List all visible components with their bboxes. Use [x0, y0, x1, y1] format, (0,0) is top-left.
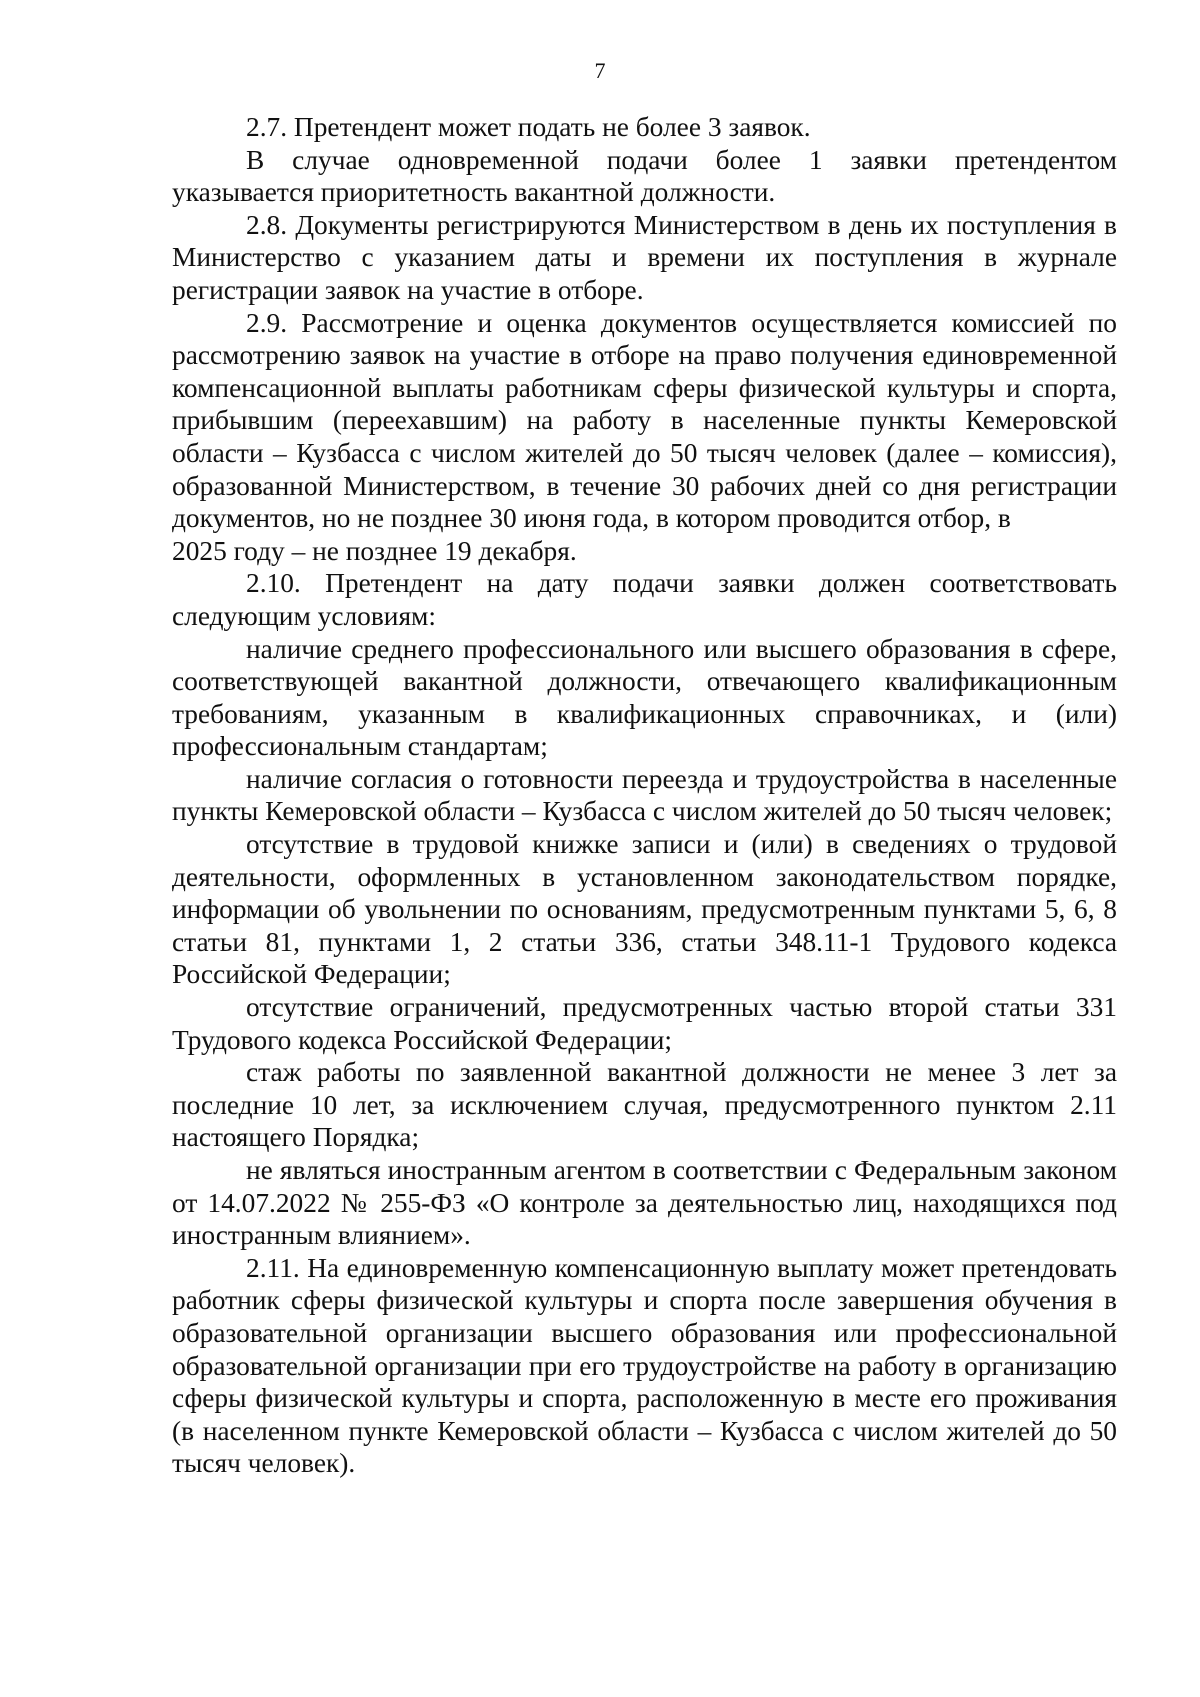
- paragraph-2-7-priority: В случае одновременной подачи более 1 заявки претендентом указывается приоритетность вакантной должности.: [172, 144, 1117, 208]
- page-number: 7: [594, 58, 606, 83]
- condition-not-foreign-agent: не являться иностранным агентом в соответствии с Федеральным законом от 14.07.2022 № 255-ФЗ «О контроле за деятельностью лиц, находящихся под иностранным влиянием».: [172, 1155, 1117, 1251]
- condition-relocation-consent: наличие согласия о готовности переезда и трудоустройства в населенные пункты Кемеровской области – Кузбасса с числом жителей до 50 тысяч человек;: [172, 763, 1117, 827]
- paragraph-2-9-continuation: 2025 году – не позднее 19 декабря.: [172, 535, 577, 566]
- paragraph-2-10: 2.10. Претендент на дату подачи заявки должен соответствовать следующим условиям:: [172, 568, 1117, 631]
- paragraph-2-9: 2.9. Рассмотрение и оценка документов осуществляется комиссией по рассмотрению заявок на участие в отборе на право получения единовременной компенсационной выплаты работникам сферы физической культуры и спорта, прибывшим (переехавшим) на работу в населенные пункты Кемеровской области – Кузбасса с числом жителей до 50 тысяч человек (далее – комиссия), образованной Министерством, в течение 30 рабочих дней со дня регистрации документов, но не позднее 30 июня года, в котором проводится отбор, в: [172, 307, 1117, 534]
- paragraph-2-11: 2.11. На единовременную компенсационную выплату может претендовать работник сферы физической культуры и спорта после завершения обучения в образовательной организации высшего образования или профессиональной образовательной организации при его трудоустройстве на работу в организацию сферы физической культуры и спорта, расположенную в месте его проживания (в населенном пункте Кемеровской области – Кузбасса с числом жителей до 50 тысяч человек).: [172, 1252, 1117, 1479]
- condition-work-experience: стаж работы по заявленной вакантной должности не менее 3 лет за последние 10 лет, за исключением случая, предусмотренного пунктом 2.11 настоящего Порядка;: [172, 1057, 1117, 1153]
- paragraph-2-7: 2.7. Претендент может подать не более 3 заявок.: [246, 112, 811, 142]
- document-body: [172, 111, 1117, 1480]
- condition-education: наличие среднего профессионального или высшего образования в сфере, соответствующей вакантной должности, отвечающего квалификационным требованиям, указанным в квалификационных справочниках, и (или) профессиональным стандартам;: [172, 633, 1117, 762]
- paragraph-2-8: 2.8. Документы регистрируются Министерством в день их поступления в Министерство с указанием даты и времени их поступления в журнале регистрации заявок на участие в отборе.: [172, 209, 1117, 305]
- condition-no-dismissal-record: отсутствие в трудовой книжке записи и (или) в сведениях о трудовой деятельности, оформленных в установленном законодательством порядке, информации об увольнении по основаниям, предусмотренным пунктами 5, 6, 8 статьи 81, пунктами 1, 2 статьи 336, статьи 348.11-1 Трудового кодекса Российской Федерации;: [172, 829, 1117, 990]
- condition-no-restrictions: отсутствие ограничений, предусмотренных частью второй статьи 331 Трудового кодекса Российской Федерации;: [172, 992, 1117, 1055]
